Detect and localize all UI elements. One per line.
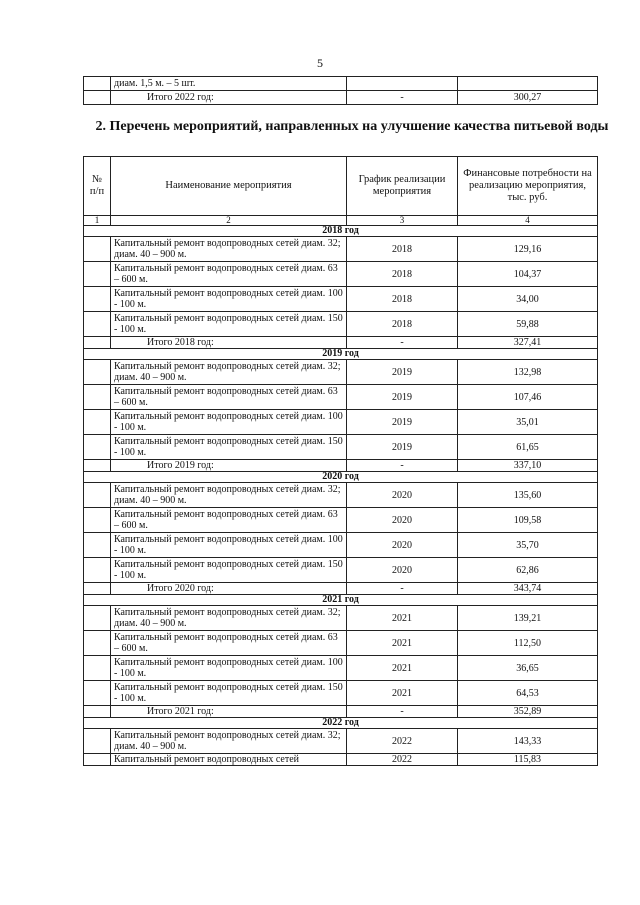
continuation-table — [83, 76, 598, 105]
table-row — [84, 681, 598, 706]
item-name: Капитальный ремонт водопроводных сетей диам. 100 - 100 м. — [111, 287, 347, 312]
num-cell — [84, 337, 111, 349]
measures-table — [83, 156, 598, 766]
finance-cell: 327,41 — [458, 337, 598, 349]
schedule-cell: 2021 — [347, 606, 458, 631]
table-row — [84, 237, 598, 262]
schedule-cell: 2019 — [347, 410, 458, 435]
schedule-cell: 2021 — [347, 681, 458, 706]
table-row — [84, 287, 598, 312]
num-cell — [84, 631, 111, 656]
finance-cell: 107,46 — [458, 385, 598, 410]
table-row — [84, 631, 598, 656]
num-cell — [84, 754, 111, 766]
header-finance: Финансовые потребности на реализацию мероприятия, тыс. руб. — [458, 157, 598, 216]
num-cell — [84, 606, 111, 631]
finance-cell: 115,83 — [458, 754, 598, 766]
schedule-cell: - — [347, 91, 458, 105]
header-num: № п/п — [84, 157, 111, 216]
table-row — [84, 483, 598, 508]
total-row — [84, 706, 598, 718]
schedule-cell: 2018 — [347, 312, 458, 337]
schedule-cell: 2022 — [347, 729, 458, 754]
num-cell — [84, 706, 111, 718]
item-name: Капитальный ремонт водопроводных сетей диам. 63 – 600 м. — [111, 262, 347, 287]
total-label: Итого 2020 год: — [111, 583, 347, 595]
schedule-cell: 2021 — [347, 631, 458, 656]
num-cell — [84, 558, 111, 583]
schedule-cell: 2020 — [347, 533, 458, 558]
item-name: Капитальный ремонт водопроводных сетей диам. 150 - 100 м. — [111, 558, 347, 583]
num-cell — [84, 460, 111, 472]
finance-cell: 139,21 — [458, 606, 598, 631]
item-name: Капитальный ремонт водопроводных сетей диам. 150 - 100 м. — [111, 681, 347, 706]
item-name: Капитальный ремонт водопроводных сетей диам. 32; диам. 40 – 900 м. — [111, 606, 347, 631]
total-label: Итого 2019 год: — [111, 460, 347, 472]
schedule-cell: 2019 — [347, 435, 458, 460]
total-label: Итого 2018 год: — [111, 337, 347, 349]
year-header-row — [84, 349, 598, 360]
num-cell — [84, 583, 111, 595]
header-schedule: График реализации мероприятия — [347, 157, 458, 216]
item-name: Капитальный ремонт водопроводных сетей диам. 63 – 600 м. — [111, 631, 347, 656]
table-row — [84, 435, 598, 460]
finance-cell: 300,27 — [458, 91, 598, 105]
finance-cell: 129,16 — [458, 237, 598, 262]
table-row — [84, 508, 598, 533]
num-cell — [84, 435, 111, 460]
schedule-cell: 2018 — [347, 237, 458, 262]
schedule-cell: 2019 — [347, 385, 458, 410]
num-cell — [84, 508, 111, 533]
year-header-row — [84, 472, 598, 483]
finance-cell: 36,65 — [458, 656, 598, 681]
schedule-cell: 2020 — [347, 483, 458, 508]
num-cell — [84, 410, 111, 435]
table-row — [84, 360, 598, 385]
finance-cell: 35,01 — [458, 410, 598, 435]
schedule-cell: - — [347, 460, 458, 472]
table-row — [84, 533, 598, 558]
schedule-cell: 2020 — [347, 558, 458, 583]
finance-cell — [458, 77, 598, 91]
num-cell — [84, 533, 111, 558]
item-name: Капитальный ремонт водопроводных сетей диам. 32; диам. 40 – 900 м. — [111, 237, 347, 262]
table-row — [84, 385, 598, 410]
schedule-cell: - — [347, 583, 458, 595]
finance-cell: 104,37 — [458, 262, 598, 287]
total-label: Итого 2021 год: — [111, 706, 347, 718]
num-cell — [84, 77, 111, 91]
schedule-cell: 2022 — [347, 754, 458, 766]
header-name: Наименование мероприятия — [111, 157, 347, 216]
num-cell — [84, 262, 111, 287]
finance-cell: 352,89 — [458, 706, 598, 718]
year-label: 2022 год — [84, 718, 598, 729]
finance-cell: 34,00 — [458, 287, 598, 312]
item-name: Капитальный ремонт водопроводных сетей диам. 32; диам. 40 – 900 м. — [111, 360, 347, 385]
table-row — [84, 754, 598, 766]
section-title: 2. Перечень мероприятий, направленных на улучшение качества питьевой воды — [95, 119, 609, 134]
finance-cell: 112,50 — [458, 631, 598, 656]
schedule-cell: - — [347, 706, 458, 718]
item-name: Капитальный ремонт водопроводных сетей диам. 32; диам. 40 – 900 м. — [111, 729, 347, 754]
num-cell — [84, 287, 111, 312]
schedule-cell: 2019 — [347, 360, 458, 385]
item-name: Капитальный ремонт водопроводных сетей диам. 63 – 600 м. — [111, 385, 347, 410]
table-row — [84, 656, 598, 681]
item-name: Капитальный ремонт водопроводных сетей диам. 32; диам. 40 – 900 м. — [111, 483, 347, 508]
schedule-cell: 2021 — [347, 656, 458, 681]
col-index: 2 — [111, 216, 347, 226]
num-cell — [84, 360, 111, 385]
year-label: 2018 год — [84, 226, 598, 237]
finance-cell: 61,65 — [458, 435, 598, 460]
table-row — [84, 558, 598, 583]
num-cell — [84, 237, 111, 262]
num-cell — [84, 483, 111, 508]
finance-cell: 143,33 — [458, 729, 598, 754]
table-row — [84, 410, 598, 435]
table-row — [84, 729, 598, 754]
item-name: Капитальный ремонт водопроводных сетей диам. 100 - 100 м. — [111, 656, 347, 681]
total-row — [84, 337, 598, 349]
finance-cell: 343,74 — [458, 583, 598, 595]
col-index: 4 — [458, 216, 598, 226]
table-row — [84, 606, 598, 631]
year-header-row — [84, 595, 598, 606]
table-row — [84, 262, 598, 287]
year-label: 2020 год — [84, 472, 598, 483]
year-header-row — [84, 718, 598, 729]
year-label: 2019 год — [84, 349, 598, 360]
page-number: 5 — [317, 56, 323, 70]
schedule-cell: 2018 — [347, 262, 458, 287]
finance-cell: 135,60 — [458, 483, 598, 508]
schedule-cell — [347, 77, 458, 91]
finance-cell: 59,88 — [458, 312, 598, 337]
item-name: Капитальный ремонт водопроводных сетей диам. 100 - 100 м. — [111, 410, 347, 435]
item-name: Капитальный ремонт водопроводных сетей — [111, 754, 347, 766]
finance-cell: 337,10 — [458, 460, 598, 472]
finance-cell: 109,58 — [458, 508, 598, 533]
schedule-cell: - — [347, 337, 458, 349]
item-name: Капитальный ремонт водопроводных сетей диам. 100 - 100 м. — [111, 533, 347, 558]
item-name: Капитальный ремонт водопроводных сетей диам. 150 - 100 м. — [111, 312, 347, 337]
table-header-row — [84, 157, 598, 216]
item-name: Капитальный ремонт водопроводных сетей диам. 150 - 100 м. — [111, 435, 347, 460]
col-index: 3 — [347, 216, 458, 226]
total-row — [84, 583, 598, 595]
schedule-cell: 2018 — [347, 287, 458, 312]
finance-cell: 62,86 — [458, 558, 598, 583]
num-cell — [84, 729, 111, 754]
finance-cell: 64,53 — [458, 681, 598, 706]
finance-cell: 132,98 — [458, 360, 598, 385]
num-cell — [84, 681, 111, 706]
year-header-row — [84, 226, 598, 237]
total-row — [84, 460, 598, 472]
num-cell — [84, 656, 111, 681]
item-name: диам. 1,5 м. – 5 шт. — [111, 77, 347, 91]
column-index-row — [84, 216, 598, 226]
table-row — [84, 312, 598, 337]
total-row — [84, 91, 598, 105]
item-name: Капитальный ремонт водопроводных сетей диам. 63 – 600 м. — [111, 508, 347, 533]
total-label: Итого 2022 год: — [111, 91, 347, 105]
year-label: 2021 год — [84, 595, 598, 606]
col-index: 1 — [84, 216, 111, 226]
finance-cell: 35,70 — [458, 533, 598, 558]
num-cell — [84, 312, 111, 337]
table-row — [84, 77, 598, 91]
schedule-cell: 2020 — [347, 508, 458, 533]
num-cell — [84, 91, 111, 105]
num-cell — [84, 385, 111, 410]
